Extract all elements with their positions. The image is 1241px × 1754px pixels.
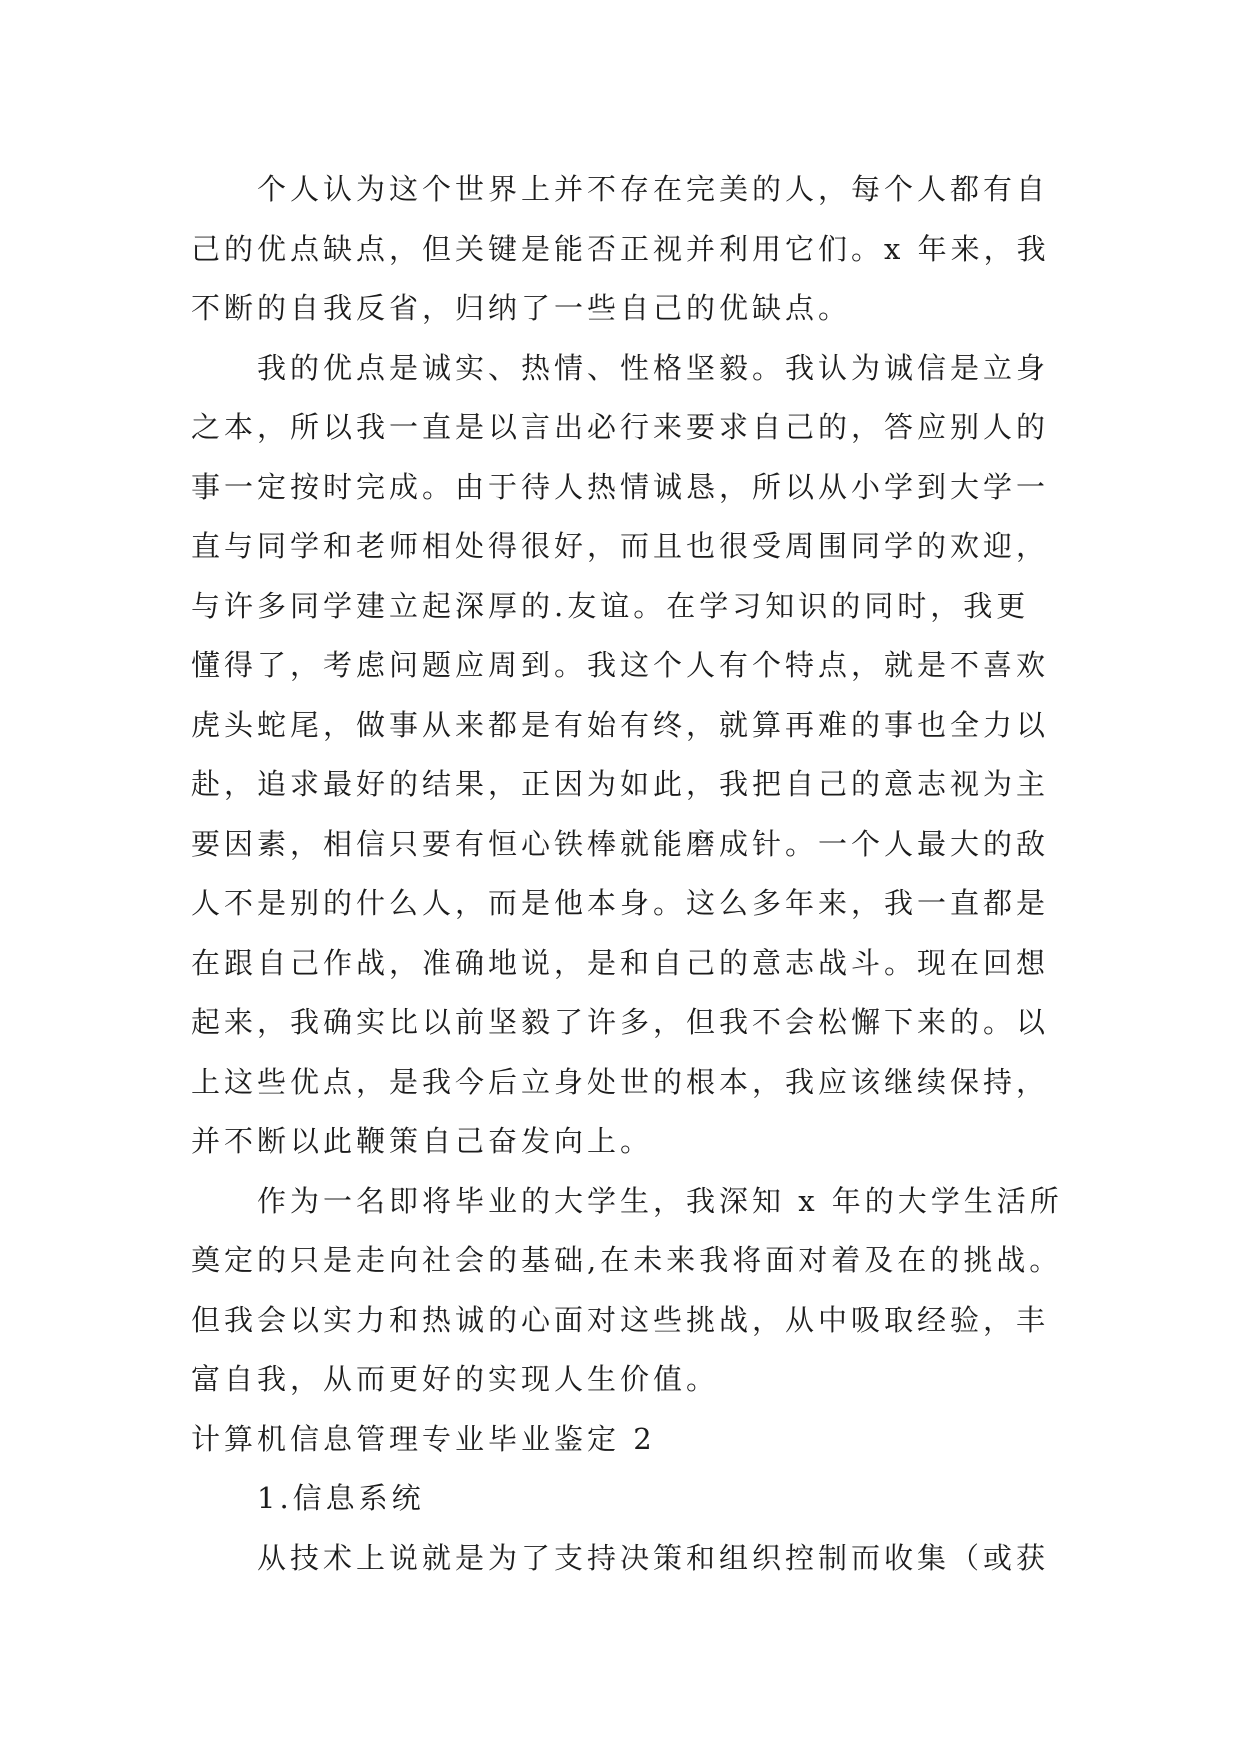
paragraph-line: 不断的自我反省，归纳了一些自己的优缺点。 <box>191 291 852 325</box>
paragraph-line: 我的优点是诚实、热情、性格坚毅。我认为诚信是立身 <box>257 350 1050 385</box>
paragraph-line: 作为一名即将毕业的大学生，我深知 x 年的大学生活所 <box>257 1183 1063 1218</box>
paragraph-line: 懂得了，考虑问题应周到。我这个人有个特点，就是不喜欢 <box>191 648 1050 682</box>
paragraph-line: 起来，我确实比以前坚毅了许多，但我不会松懈下来的。以 <box>191 1005 1050 1039</box>
section-heading: 计算机信息管理专业毕业鉴定 2 <box>191 1421 656 1456</box>
paragraph-line: 人不是别的什么人，而是他本身。这么多年来，我一直都是 <box>191 886 1050 920</box>
paragraph-line: 己的优点缺点，但关键是能否正视并利用它们。x 年来，我 <box>191 231 1050 266</box>
paragraph-line: 虎头蛇尾，做事从来都是有始有终，就算再难的事也全力以 <box>191 707 1050 742</box>
paragraph-line: 上这些优点，是我今后立身处世的根本，我应该继续保持， <box>191 1064 1050 1099</box>
paragraph-line: 赴，追求最好的结果，正因为如此，我把自己的意志视为主 <box>191 767 1050 801</box>
paragraph-line: 并不断以此鞭策自己奋发向上。 <box>191 1124 654 1158</box>
paragraph-line: 富自我，从而更好的实现人生价值。 <box>191 1362 720 1396</box>
paragraph-line: 在跟自己作战，准确地说，是和自己的意志战斗。现在回想 <box>191 945 1050 980</box>
paragraph-line: 之本，所以我一直是以言出必行来要求自己的，答应别人的 <box>191 410 1050 444</box>
paragraph-line: 个人认为这个世界上并不存在完美的人，每个人都有自 <box>257 172 1050 206</box>
paragraph-line: 奠定的只是走向社会的基础,在未来我将面对着及在的挑战。 <box>191 1243 1063 1277</box>
paragraph-line: 事一定按时完成。由于待人热情诚恳，所以从小学到大学一 <box>191 469 1050 504</box>
paragraph-line: 要因素，相信只要有恒心铁棒就能磨成针。一个人最大的敌 <box>191 826 1050 861</box>
subsection-heading: 1.信息系统 <box>257 1481 425 1515</box>
paragraph-line: 从技术上说就是为了支持决策和组织控制而收集（或获 <box>257 1540 1050 1575</box>
document-body <box>191 160 1063 1588</box>
paragraph-line: 与许多同学建立起深厚的.友谊。在学习知识的同时，我更 <box>191 588 1030 623</box>
paragraph-line: 直与同学和老师相处得很好，而且也很受周围同学的欢迎， <box>191 529 1050 563</box>
paragraph-line: 但我会以实力和热诚的心面对这些挑战，从中吸取经验，丰 <box>191 1302 1050 1337</box>
